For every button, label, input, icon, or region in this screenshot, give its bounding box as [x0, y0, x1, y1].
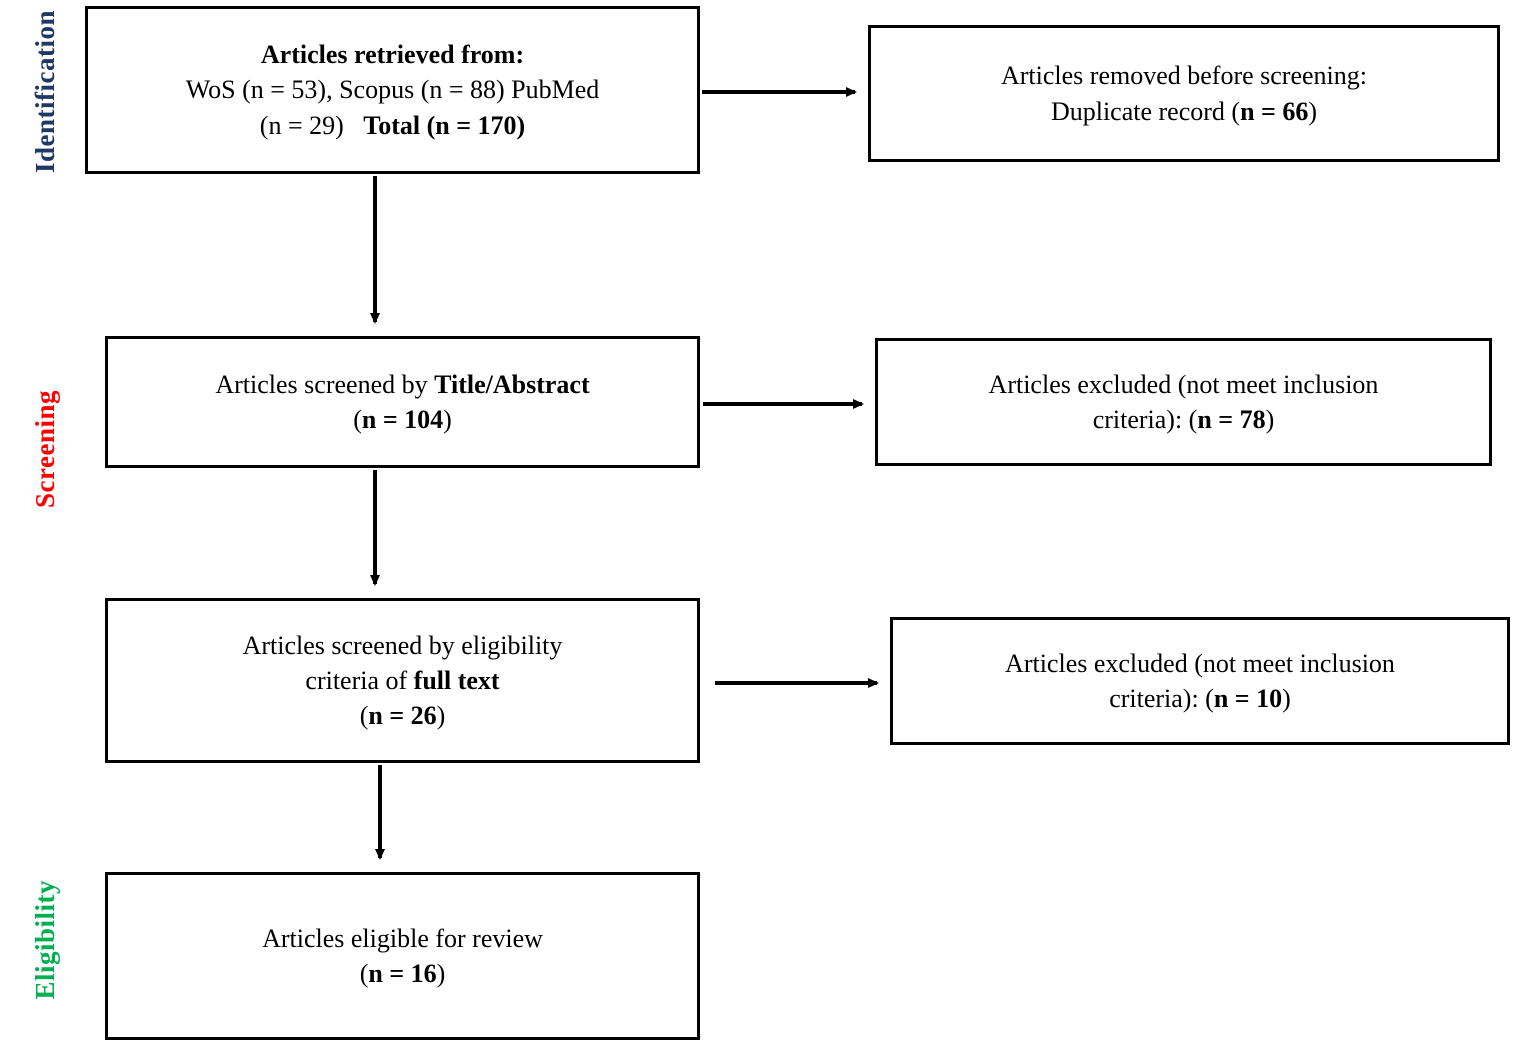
box-articles-retrieved-total: (n = 29) Total (n = 170)	[259, 110, 526, 140]
box-screened-full-text-line2: criteria of full text	[305, 665, 500, 695]
box-articles-retrieved-sources: WoS (n = 53), Scopus (n = 88) PubMed	[185, 75, 600, 105]
box-articles-removed-line2: Duplicate record (n = 66)	[1050, 96, 1318, 126]
box-screened-full-text	[105, 598, 700, 763]
box-screened-full-text-count: (n = 26)	[359, 701, 446, 731]
box-eligible-for-review-line1: Articles eligible for review	[262, 923, 543, 953]
box-articles-removed-line1: Articles removed before screening:	[1000, 61, 1367, 91]
box-screened-title-abstract-count: (n = 104)	[353, 405, 452, 434]
box-excluded-full-text-line1: Articles excluded (not meet inclusion	[1005, 648, 1395, 678]
box-excluded-title-abstract-line1: Articles excluded (not meet inclusion	[988, 369, 1379, 399]
box-eligible-for-review-count: (n = 16)	[359, 959, 446, 988]
box-excluded-full-text	[890, 617, 1510, 745]
box-articles-retrieved	[85, 6, 700, 174]
box-articles-retrieved-title: Articles retrieved from:	[260, 40, 525, 70]
phase-label-identification: Identification	[30, 10, 60, 174]
box-screened-full-text-line1: Articles screened by eligibility	[242, 630, 563, 660]
phase-label-screening: Screening	[30, 390, 60, 508]
box-excluded-title-abstract	[875, 338, 1492, 466]
phase-label-eligibility: Eligibility	[30, 880, 60, 1000]
box-articles-removed	[868, 25, 1500, 162]
box-screened-title-abstract-line1: Articles screened by Title/Abstract	[215, 369, 590, 399]
box-excluded-full-text-count: criteria): (n = 10)	[1109, 684, 1291, 713]
box-eligible-for-review	[105, 872, 700, 1040]
box-screened-title-abstract	[105, 336, 700, 468]
box-excluded-title-abstract-count: criteria): (n = 78)	[1092, 405, 1275, 434]
